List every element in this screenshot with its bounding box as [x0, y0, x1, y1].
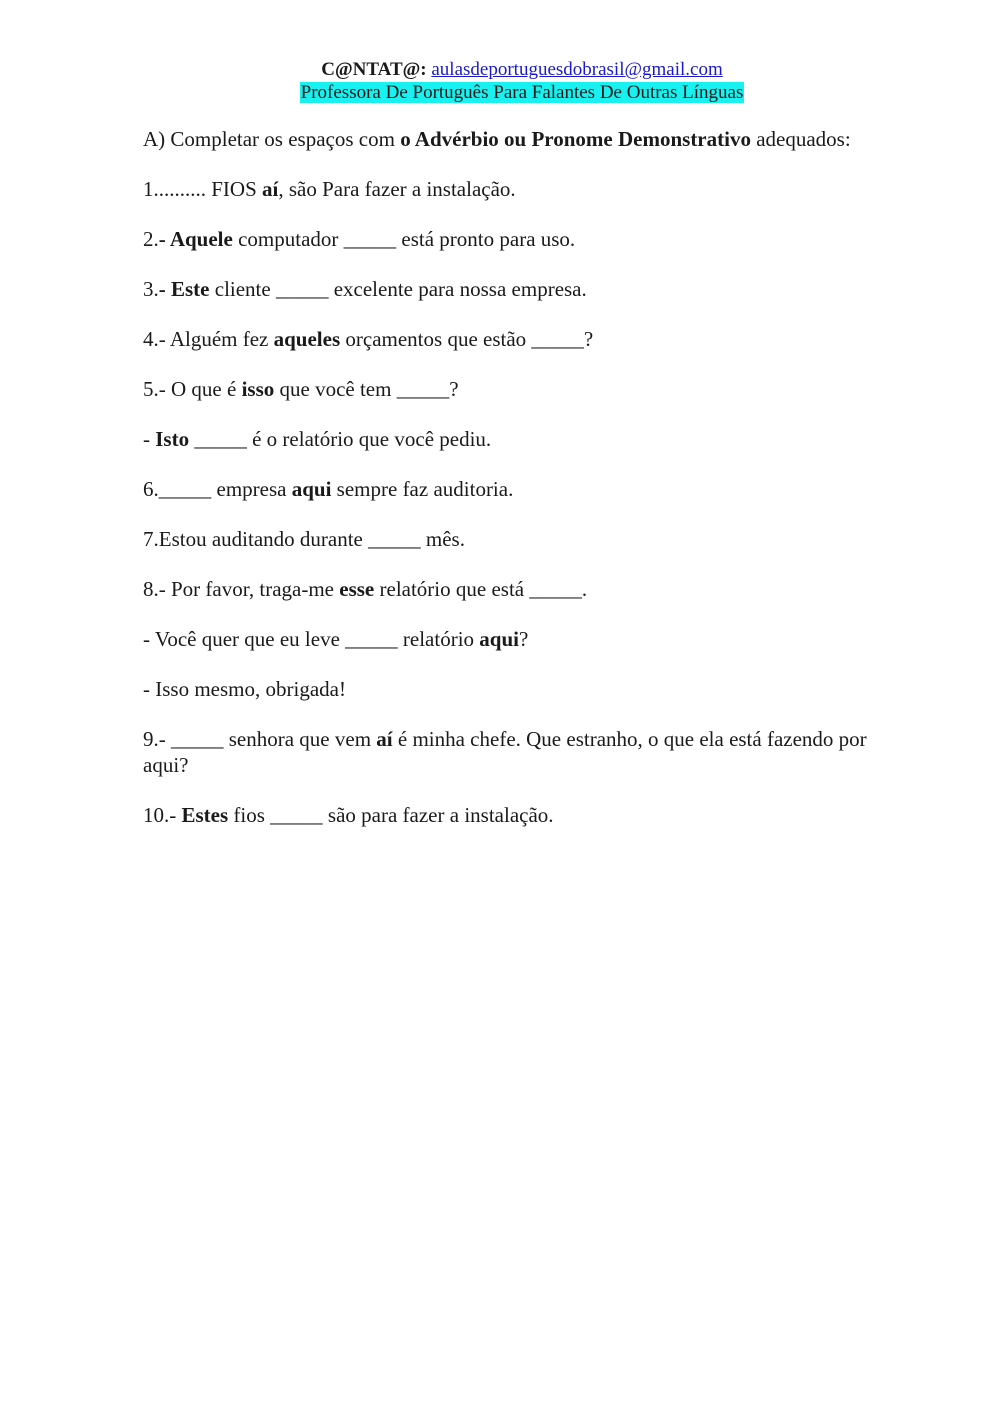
item-keyword: aqui — [291, 477, 332, 501]
item-keyword: aí — [262, 177, 279, 201]
item-keyword: - Aquele — [158, 227, 233, 251]
instruction — [143, 126, 913, 152]
item-text: _____ é o relatório que você pediu. — [189, 427, 492, 451]
exercise-item-9 — [143, 726, 913, 778]
item-keyword: isso — [241, 377, 275, 401]
item-keyword: Estes — [181, 803, 229, 827]
item-text: que você tem _____? — [274, 377, 459, 401]
item-text: 2. — [143, 227, 159, 251]
exercise-item-3 — [143, 276, 913, 302]
item-text: ? — [518, 627, 529, 651]
header — [0, 58, 1000, 104]
item-text: relatório que está _____. — [374, 577, 588, 601]
item-text: 10.- — [143, 803, 182, 827]
item-text: cliente _____ excelente para nossa empresa. — [209, 277, 587, 301]
item-text: orçamentos que estão _____? — [340, 327, 594, 351]
item-text: , são Para fazer a instalação. — [278, 177, 516, 201]
item-text: é minha chefe. Que estranho, o que ela está fazendo por aqui? — [143, 727, 867, 777]
item-keyword: aí — [376, 727, 393, 751]
exercise-item-7 — [143, 526, 913, 552]
item-text: 9.- _____ senhora que vem — [143, 727, 377, 751]
item-text: fios _____ são para fazer a instalação. — [228, 803, 554, 827]
item-keyword: Isto — [155, 427, 190, 451]
item-text: 3. — [143, 277, 159, 301]
exercise-item-8-answer — [143, 676, 913, 702]
item-keyword: - Este — [158, 277, 210, 301]
item-text: 7.Estou auditando durante _____ mês. — [143, 527, 465, 551]
exercise-item-4 — [143, 326, 913, 352]
item-keyword: aqui — [479, 627, 519, 651]
item-text: - Isso mesmo, obrigada! — [143, 677, 346, 701]
item-keyword: esse — [339, 577, 375, 601]
instruction-bold: o Advérbio ou Pronome Demonstrativo — [400, 127, 751, 151]
item-text: - — [143, 427, 156, 451]
exercise-item-6 — [143, 476, 913, 502]
item-text: 8.- Por favor, traga-me — [143, 577, 340, 601]
item-text: 4.- Alguém fez — [143, 327, 274, 351]
item-keyword: aqueles — [273, 327, 341, 351]
contact-email-link[interactable]: aulasdeportuguesdobrasil@gmail.com — [431, 59, 723, 80]
instruction-prefix: A) Completar os espaços com — [143, 127, 401, 151]
subtitle-highlight: Professora De Português Para Falantes De Outras Línguas — [300, 82, 744, 103]
exercise-content — [143, 126, 913, 852]
subtitle-line — [22, 81, 1000, 104]
item-text: sempre faz auditoria. — [331, 477, 514, 501]
exercise-item-2 — [143, 226, 913, 252]
item-text: 1.......... FIOS — [143, 177, 263, 201]
contact-label: C@NTAT@: — [321, 59, 427, 80]
exercise-item-5 — [143, 376, 913, 402]
contact-line — [22, 58, 1000, 81]
item-text: 5.- O que é — [143, 377, 242, 401]
exercise-item-1 — [143, 176, 913, 202]
exercise-item-5-reply — [143, 426, 913, 452]
exercise-item-10 — [143, 802, 913, 828]
instruction-suffix: adequados: — [750, 127, 851, 151]
item-text: computador _____ está pronto para uso. — [232, 227, 576, 251]
exercise-item-8-reply — [143, 626, 913, 652]
exercise-item-8 — [143, 576, 913, 602]
item-text: 6._____ empresa — [143, 477, 292, 501]
item-text: - Você quer que eu leve _____ relatório — [143, 627, 480, 651]
